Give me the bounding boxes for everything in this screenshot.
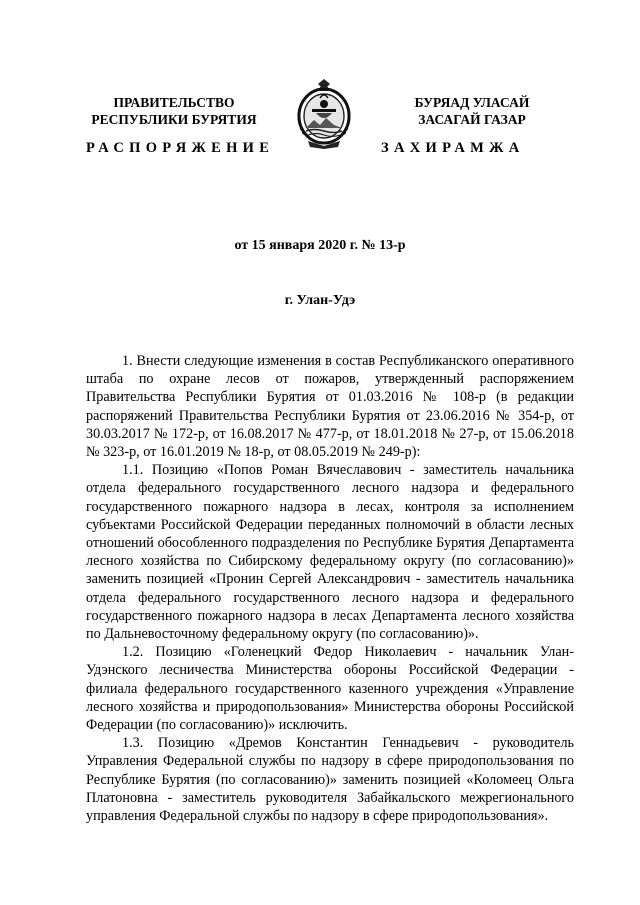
document-type-buryat: ЗАХИРАМЖА: [381, 140, 525, 156]
government-name-buryat-line-1: БУРЯАД УЛАСАЙ: [414, 95, 530, 110]
coat-of-arms-buryatia-icon: [294, 78, 354, 150]
paragraph-1-3: 1.3. Позицию «Дремов Константин Геннадьевич - руководитель Управления Федеральной службы по надзору в сфере природопользования по Республике Бурятия (по согласованию)» заменить позицией «Коломеец Ольга Платоновна - заместитель руководителя Забайкальского межрегионального управления Федеральной службы по надзору в сфере природопользования».: [86, 735, 574, 825]
government-name-line-2: РЕСПУБЛИКИ БУРЯТИЯ: [91, 112, 257, 127]
paragraph-1-1: 1.1. Позицию «Попов Роман Вячеславович - заместитель начальника отдела федерального государственного лесного надзора и федерального государственного пожарного надзора в лесах, контроля за исполнением субъектами Российской Федерации переданных полномочий в области лесных отношений обособленного подразделения по Республике Бурятия Департамента лесного хозяйства по Сибирскому федеральному округу (по согласованию)» заменить позицией «Пронин Сергей Александрович - заместитель начальника отдела федерального государственного лесного надзора и федерального государственного пожарного надзора в лесах Департамента лесного хозяйства по Дальневосточному федеральному округу (по согласованию)».: [86, 462, 574, 643]
government-name-russian: [64, 94, 284, 128]
document-body: [86, 352, 574, 825]
paragraph-1-2: 1.2. Позицию «Голенецкий Федор Николаевич - начальник Улан-Удэнского лесничества Министерства обороны Российской Федерации - филиала федерального государственного казенного учреждения «Управление лесного хозяйства и природопользования» Министерства обороны Российской Федерации (по согласованию)» исключить.: [86, 644, 574, 734]
government-name-buryat-line-2: ЗАСАГАЙ ГАЗАР: [418, 112, 526, 127]
government-name-line-1: ПРАВИТЕЛЬСТВО: [113, 95, 235, 110]
document-date-number: от 15 января 2020 г. № 13-р: [234, 238, 406, 253]
paragraph-1: 1. Внести следующие изменения в состав Республиканского оперативного штаба по охране лесов от пожаров, утвержденный распоряжением Правительства Республики Бурятия от 01.03.2016 № 108-р (в редакции распоряжений Правительства Республики Бурятия от 23.06.2016 № 354-р, от 30.03.2017 № 172-р, от 16.08.2017 № 477-р, от 18.01.2018 № 27-р, от 15.06.2018 № 323-р, от 16.01.2019 № 18-р, от 08.05.2019 № 249-р):: [86, 353, 574, 461]
document-type-russian: РАСПОРЯЖЕНИЕ: [86, 140, 275, 156]
government-name-buryat: [362, 94, 582, 128]
document-city: г. Улан-Удэ: [284, 293, 356, 308]
